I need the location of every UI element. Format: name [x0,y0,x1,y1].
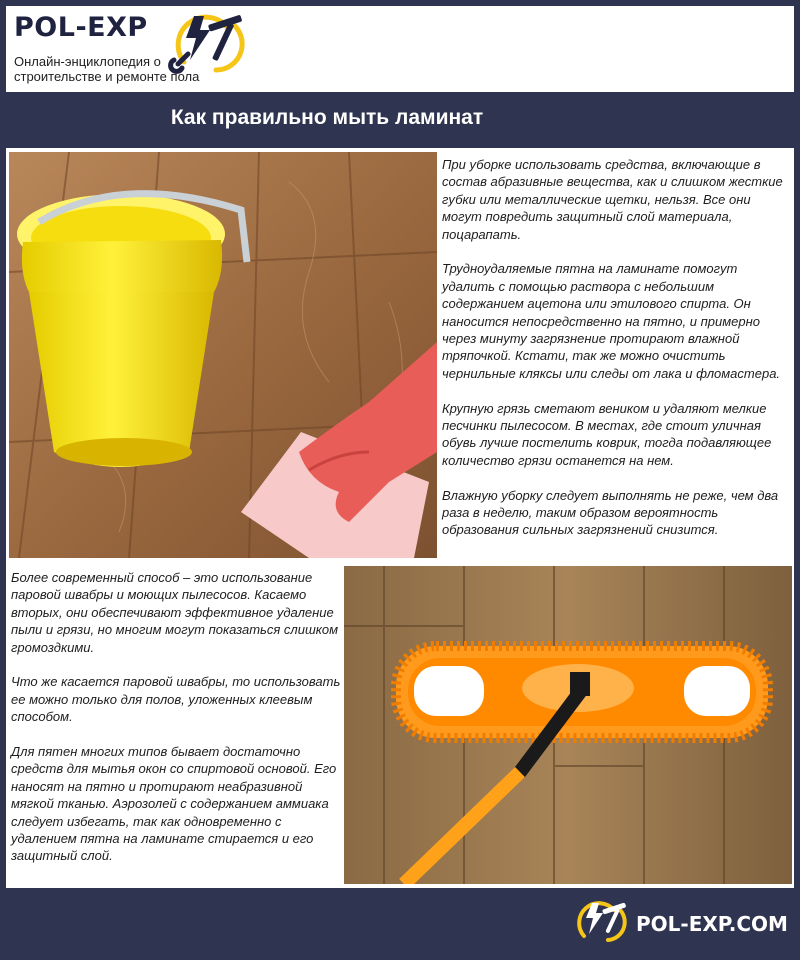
yellow-bucket-glove-cloth-photo [9,152,437,558]
title-band [0,94,654,148]
paragraph: Трудноудаляемые пятна на ламинате помогут удалить с помощью раствора с небольшим содержанием ацетона или этилового спирта. Он наносится непосредственно на пятно, и примерно через минуту загрязнение протирают влажной тряпочкой. Кстати, так же можно очистить чернильные кляксы или следы от лака и фломастера. [442,261,781,381]
paragraph: Крупную грязь сметают веником и удаляют мелкие песчинки пылесосом. В местах, где стоит уличная обувь лучше постелить коврик, тогда подавляющее количество грязи останется на нем. [442,400,772,468]
paragraph: При уборке использовать средства, включающие в состав абразивные вещества, как и слишком жесткие губки или металлические щетки, нельзя. Все они могут повредить защитный слой материала, поцарапать. [442,157,783,242]
paragraph: Что же касается паровой швабры, то использовать ее можно только для полов, уложенных клеевым способом. [11,674,341,725]
paragraph: Для пятен многих типов бывает достаточно средств для мытья окон со спиртовой основой. Его наносят на пятно и протирают неабразивной мягкой тканью. Аэрозолей с содержанием аммиака следует избегать, так как одновременно с удалением пятна на ламинате стирается и его защитный слой. [11,744,337,864]
site-header [6,6,794,92]
paragraph: Более современный способ – это использование паровой швабры и моющих пылесосов. Касаемо вторых, они обеспечивают эффективное удаление пыли и грязи, но многим могут показаться слишком громоздкими. [11,570,339,655]
site-tagline: Онлайн-энциклопедия о строительстве и ремонте пола [14,54,200,84]
hammer-wrench-lightning-icon[interactable] [572,900,630,944]
logo-text[interactable]: POL-EXP [14,12,148,43]
article-text-right [442,156,790,539]
orange-microfiber-mop-photo [344,566,792,884]
footer-site-name[interactable]: POL-EXP.COM [636,912,788,936]
page-title: Как правильно мыть ламинат [170,106,484,129]
paragraph: Влажную уборку следует выполнять не реже, чем два раза в неделю, таким образом вероятность образования сильных загрязнений снизится. [442,487,779,538]
article-text-left [11,569,341,865]
article-content [6,148,794,888]
